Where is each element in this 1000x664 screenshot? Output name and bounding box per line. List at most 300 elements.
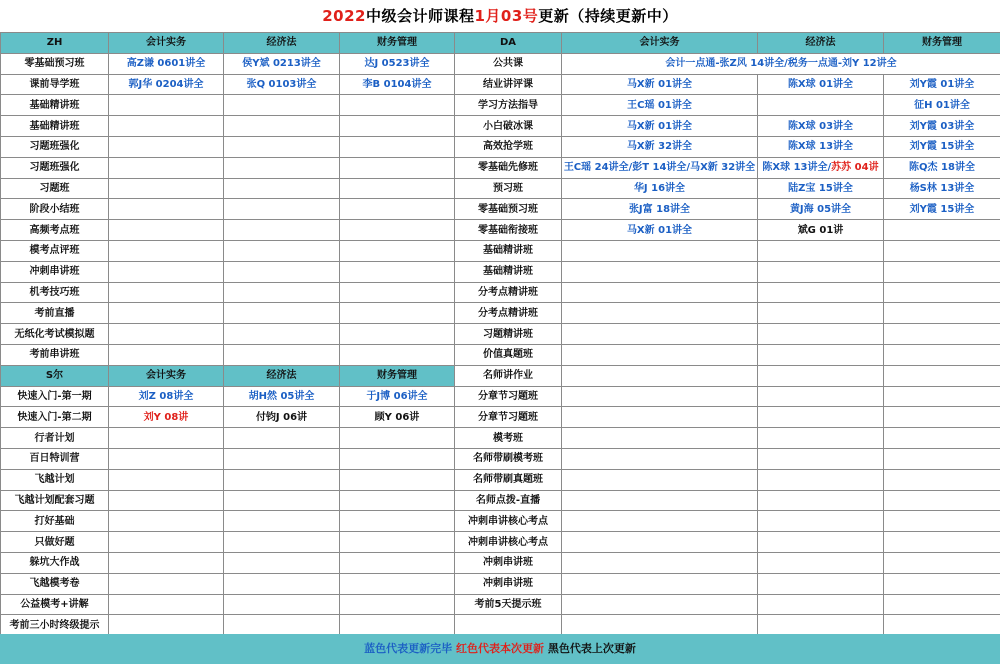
table-cell (758, 178, 884, 199)
table-cell (884, 552, 1000, 573)
right-schedule-table (454, 32, 1000, 636)
table-row (1, 511, 455, 532)
table-cell (340, 157, 455, 178)
cell-value: 王C瑶 01讲全 (627, 99, 692, 111)
header-row (1, 33, 455, 54)
table-cell (562, 261, 758, 282)
row-label: 行者计划 (1, 428, 109, 449)
table-cell (224, 594, 340, 615)
title-suffix: 更新（持续更新中） (538, 7, 678, 25)
table-cell (224, 386, 340, 407)
cell-value: 斌G 01讲 (797, 224, 844, 236)
table-cell (340, 95, 455, 116)
cell-value: 华J 16讲全 (633, 182, 686, 194)
table-row (455, 386, 1000, 407)
row-label: 名师带刷模考班 (455, 448, 562, 469)
cell-value: 马X新 01讲全 (626, 78, 693, 90)
table-cell (224, 116, 340, 137)
legend-black: 黑色代表上次更新 (547, 642, 636, 655)
table-cell (758, 220, 884, 241)
title-course: 中级会计师课程 (365, 7, 475, 25)
table-cell (109, 261, 224, 282)
row-label: 飞越计划 (1, 469, 109, 490)
table-cell (758, 490, 884, 511)
table-row (1, 532, 455, 553)
cell-value: 郭J华 0204讲全 (128, 78, 204, 90)
table-cell (758, 157, 884, 178)
table-cell (109, 157, 224, 178)
table-row (455, 199, 1000, 220)
table-cell (758, 552, 884, 573)
table-row (455, 428, 1000, 449)
cell-value: 胡H然 05讲全 (248, 390, 315, 402)
row-label: 基础精讲班 (455, 261, 562, 282)
table-cell (109, 490, 224, 511)
table-cell (562, 344, 758, 365)
row-label: 分章节习题班 (455, 407, 562, 428)
table-row (455, 615, 1000, 636)
cell-value: 陈Q杰 18讲全 (909, 162, 975, 174)
table-cell (884, 303, 1000, 324)
table-cell (109, 324, 224, 345)
cell-value: 李B 0104讲全 (362, 78, 432, 90)
table-row (1, 199, 455, 220)
table-row (1, 74, 455, 95)
table-cell (562, 448, 758, 469)
table-cell (109, 95, 224, 116)
table-row (455, 552, 1000, 573)
table-cell (109, 594, 224, 615)
cell-value: 于J博 06讲全 (366, 390, 428, 402)
header-cell: S尔 (1, 365, 109, 386)
table-row (455, 157, 1000, 178)
table-cell (224, 282, 340, 303)
table-row (1, 594, 455, 615)
table-cell (758, 511, 884, 532)
row-label: 预习班 (455, 178, 562, 199)
table-cell (884, 365, 1000, 386)
table-cell (109, 428, 224, 449)
cell-value: 杨S林 13讲全 (909, 182, 975, 194)
header-cell: 会计实务 (109, 365, 224, 386)
table-cell (884, 282, 1000, 303)
row-label: 习题精讲班 (455, 324, 562, 345)
table-cell (758, 303, 884, 324)
cell-value: 征H 01讲全 (914, 99, 970, 111)
table-row (1, 428, 455, 449)
table-cell (884, 407, 1000, 428)
table-cell (224, 261, 340, 282)
public-course-row (455, 53, 1000, 74)
table-cell (109, 303, 224, 324)
table-row (1, 469, 455, 490)
row-label: 只做好题 (1, 532, 109, 553)
row-label: 飞越计划配套习题 (1, 490, 109, 511)
table-cell (758, 116, 884, 137)
table-cell (758, 407, 884, 428)
table-cell (884, 448, 1000, 469)
table-cell (340, 324, 455, 345)
table-cell (758, 594, 884, 615)
cell-value: 侯Y斌 0213讲全 (242, 58, 321, 70)
table-cell (758, 615, 884, 636)
row-label: 基础精讲班 (1, 116, 109, 137)
row-label: 躲坑大作战 (1, 552, 109, 573)
table-row (1, 261, 455, 282)
table-cell (758, 469, 884, 490)
table-row (455, 365, 1000, 386)
cell-value: 马X新 32讲全 (626, 141, 693, 153)
row-label: 公共课 (455, 53, 562, 74)
table-cell (340, 594, 455, 615)
table-cell (340, 573, 455, 594)
table-cell (224, 53, 340, 74)
table-cell (562, 490, 758, 511)
table-cell (562, 428, 758, 449)
table-cell (340, 386, 455, 407)
table-cell (224, 74, 340, 95)
table-cell (758, 261, 884, 282)
row-label: 零基础衔接班 (455, 220, 562, 241)
row-label: 考前三小时终级提示 (1, 615, 109, 636)
cell-value: 张Q 0103讲全 (246, 78, 317, 90)
row-label: 冲刺串讲核心考点 (455, 511, 562, 532)
table-cell (562, 511, 758, 532)
row-label: 冲刺串讲核心考点 (455, 532, 562, 553)
table-row (1, 615, 455, 636)
table-row (1, 53, 455, 74)
table-cell (884, 220, 1000, 241)
row-label: 高效抢学班 (455, 136, 562, 157)
row-label: 学习方法指导 (455, 95, 562, 116)
table-cell (224, 199, 340, 220)
table-row (455, 220, 1000, 241)
table-cell (562, 573, 758, 594)
table-cell (224, 157, 340, 178)
row-label: 分考点精讲班 (455, 282, 562, 303)
header-cell: 财务管理 (340, 33, 455, 54)
cell-value: 马X新 01讲全 (626, 120, 693, 132)
row-label: 考前5天提示班 (455, 594, 562, 615)
row-label: 名师讲作业 (455, 365, 562, 386)
table-cell (884, 428, 1000, 449)
table-row (455, 532, 1000, 553)
header-cell: 经济法 (224, 33, 340, 54)
row-label: 快速入门-第二期 (1, 407, 109, 428)
table-cell (340, 240, 455, 261)
table-cell (224, 448, 340, 469)
table-cell (562, 199, 758, 220)
cell-value: 刘Y霞 15讲全 (909, 203, 975, 215)
table-cell (562, 220, 758, 241)
table-cell (224, 532, 340, 553)
row-label: 基础精讲班 (1, 95, 109, 116)
table-cell (224, 220, 340, 241)
table-cell (562, 324, 758, 345)
table-cell (884, 261, 1000, 282)
row-label: 模考点评班 (1, 240, 109, 261)
table-cell (224, 428, 340, 449)
table-row (455, 448, 1000, 469)
table-cell (562, 386, 758, 407)
table-row (455, 303, 1000, 324)
row-label: 高频考点班 (1, 220, 109, 241)
table-cell (758, 136, 884, 157)
row-label: 考前直播 (1, 303, 109, 324)
table-cell (340, 448, 455, 469)
table-cell (884, 469, 1000, 490)
table-cell (758, 324, 884, 345)
table-cell (340, 53, 455, 74)
header-cell: ZH (1, 33, 109, 54)
table-cell (884, 386, 1000, 407)
row-label: 习题班 (1, 178, 109, 199)
table-cell (224, 490, 340, 511)
cell-value: 黄J海 05讲全 (789, 203, 852, 215)
table-cell (884, 74, 1000, 95)
title-year: 2022 (322, 7, 366, 25)
row-label: 无纸化考试模拟题 (1, 324, 109, 345)
table-row (1, 240, 455, 261)
table-cell (884, 136, 1000, 157)
table-cell (109, 240, 224, 261)
table-cell (884, 344, 1000, 365)
table-row (455, 573, 1000, 594)
table-row (1, 220, 455, 241)
table-row (1, 303, 455, 324)
table-cell (884, 490, 1000, 511)
table-cell (562, 303, 758, 324)
table-cell (224, 95, 340, 116)
table-cell (340, 282, 455, 303)
table-row (1, 490, 455, 511)
row-label: 冲刺串讲班 (1, 261, 109, 282)
table-cell (758, 532, 884, 553)
table-row (1, 448, 455, 469)
row-label: 冲刺串讲班 (455, 573, 562, 594)
table-cell (884, 157, 1000, 178)
cell-value: 陈X球 03讲全 (787, 120, 854, 132)
table-cell (340, 220, 455, 241)
table-row (455, 511, 1000, 532)
left-schedule-table (0, 32, 455, 636)
header-cell: 财务管理 (884, 33, 1000, 54)
table-row (1, 407, 455, 428)
table-cell (109, 74, 224, 95)
table-cell (340, 407, 455, 428)
table-cell (224, 344, 340, 365)
table-cell (562, 74, 758, 95)
table-cell (562, 615, 758, 636)
table-cell (109, 282, 224, 303)
row-label: 结业讲评课 (455, 74, 562, 95)
table-cell (562, 532, 758, 553)
table-cell (884, 615, 1000, 636)
row-label: 名师点拨-直播 (455, 490, 562, 511)
table-cell (884, 573, 1000, 594)
row-label: 飞越模考卷 (1, 573, 109, 594)
table-cell (109, 136, 224, 157)
row-label: 零基础先修班 (455, 157, 562, 178)
table-cell (224, 469, 340, 490)
table-cell (884, 95, 1000, 116)
table-cell (758, 365, 884, 386)
table-cell (340, 511, 455, 532)
row-label: 零基础预习班 (1, 53, 109, 74)
table-row (1, 573, 455, 594)
cell-value: 刘Y霞 03讲全 (909, 120, 975, 132)
table-cell (758, 386, 884, 407)
row-label: 分考点精讲班 (455, 303, 562, 324)
table-row (1, 95, 455, 116)
table-cell (109, 573, 224, 594)
table-cell (340, 469, 455, 490)
table-cell (109, 344, 224, 365)
table-cell (109, 615, 224, 636)
header-cell: 财务管理 (340, 365, 455, 386)
legend-blue: 蓝色代表更新完毕 (364, 642, 453, 655)
table-row (455, 95, 1000, 116)
table-cell (224, 573, 340, 594)
legend-footer (0, 634, 1000, 664)
header-cell: DA (455, 33, 562, 54)
table-cell (340, 490, 455, 511)
table-cell (758, 282, 884, 303)
table-cell (340, 199, 455, 220)
table-cell (562, 116, 758, 137)
table-cell (109, 178, 224, 199)
table-cell (340, 428, 455, 449)
cell-value: 刘Y霞 15讲全 (909, 141, 975, 153)
table-cell (758, 448, 884, 469)
cell-value: 陈X球 13讲全/ (762, 162, 832, 174)
table-cell (884, 178, 1000, 199)
table-cell (562, 95, 758, 116)
row-label: 习题班强化 (1, 157, 109, 178)
row-label: 分章节习题班 (455, 386, 562, 407)
cell-value: 付钧J 06讲 (255, 411, 308, 423)
table-cell (109, 53, 224, 74)
header-row (455, 33, 1000, 54)
row-label: 价值真题班 (455, 344, 562, 365)
row-label: 快速入门-第一期 (1, 386, 109, 407)
table-cell (340, 615, 455, 636)
table-cell (562, 240, 758, 261)
row-label: 零基础预习班 (455, 199, 562, 220)
row-label: 基础精讲班 (455, 240, 562, 261)
row-label: 习题班强化 (1, 136, 109, 157)
table-cell (562, 469, 758, 490)
header-row (1, 365, 455, 386)
table-cell (109, 407, 224, 428)
row-label: 机考技巧班 (1, 282, 109, 303)
table-cell (224, 407, 340, 428)
table-cell (224, 324, 340, 345)
table-cell (340, 344, 455, 365)
table-row (1, 324, 455, 345)
table-cell (340, 116, 455, 137)
table-cell (224, 303, 340, 324)
table-row (455, 74, 1000, 95)
cell-value: 刘Y 08讲 (143, 411, 189, 423)
table-cell (340, 552, 455, 573)
table-row (455, 261, 1000, 282)
header-cell: 经济法 (758, 33, 884, 54)
row-label: 公益模考+讲解 (1, 594, 109, 615)
legend-red: 红色代表本次更新 (456, 642, 544, 655)
row-label: 课前导学班 (1, 74, 109, 95)
table-cell (884, 116, 1000, 137)
cell-value: 刘Z 08讲全 (138, 390, 194, 402)
table-cell (884, 240, 1000, 261)
table-cell (340, 261, 455, 282)
table-cell (758, 74, 884, 95)
table-cell (562, 282, 758, 303)
table-row (455, 344, 1000, 365)
table-cell (562, 407, 758, 428)
row-label: 小白破冰课 (455, 116, 562, 137)
table-cell (109, 552, 224, 573)
row-label: 名师带刷真题班 (455, 469, 562, 490)
table-cell (340, 178, 455, 199)
table-cell (224, 615, 340, 636)
table-cell (224, 511, 340, 532)
table-row (1, 282, 455, 303)
table-cell (340, 136, 455, 157)
table-cell (340, 532, 455, 553)
table-row (455, 324, 1000, 345)
row-label: 百日特训营 (1, 448, 109, 469)
table-row (455, 594, 1000, 615)
table-cell (562, 157, 758, 178)
table-cell (758, 199, 884, 220)
cell-value: 刘Y霞 01讲全 (909, 78, 975, 90)
table-row (1, 344, 455, 365)
table-row (455, 490, 1000, 511)
table-cell (109, 116, 224, 137)
table-cell (758, 240, 884, 261)
cell-value: 张J富 18讲全 (628, 203, 691, 215)
table-cell (224, 240, 340, 261)
row-label: 阶段小结班 (1, 199, 109, 220)
table-cell (758, 344, 884, 365)
table-cell (884, 199, 1000, 220)
table-cell (224, 136, 340, 157)
table-cell (758, 428, 884, 449)
table-cell (562, 365, 758, 386)
table-cell (109, 386, 224, 407)
cell-value: 陆Z宝 15讲全 (788, 182, 853, 194)
table-row (455, 136, 1000, 157)
row-label: 考前串讲班 (1, 344, 109, 365)
table-cell (884, 532, 1000, 553)
cell-value: 陈X球 01讲全 (787, 78, 854, 90)
row-label: 模考班 (455, 428, 562, 449)
table-cell (224, 552, 340, 573)
cell-value: 达J 0523讲全 (364, 58, 430, 70)
row-label: 打好基础 (1, 511, 109, 532)
table-row (1, 157, 455, 178)
cell-value: 陈X球 13讲全 (787, 141, 854, 153)
table-row (455, 469, 1000, 490)
table-cell (340, 303, 455, 324)
table-cell (562, 594, 758, 615)
table-cell (884, 594, 1000, 615)
table-cell (562, 178, 758, 199)
header-cell: 会计实务 (562, 33, 758, 54)
public-course-cell: 会计一点通-张Z风 14讲全/税务一点通-刘Y 12讲全 (562, 53, 1000, 74)
table-cell (109, 199, 224, 220)
